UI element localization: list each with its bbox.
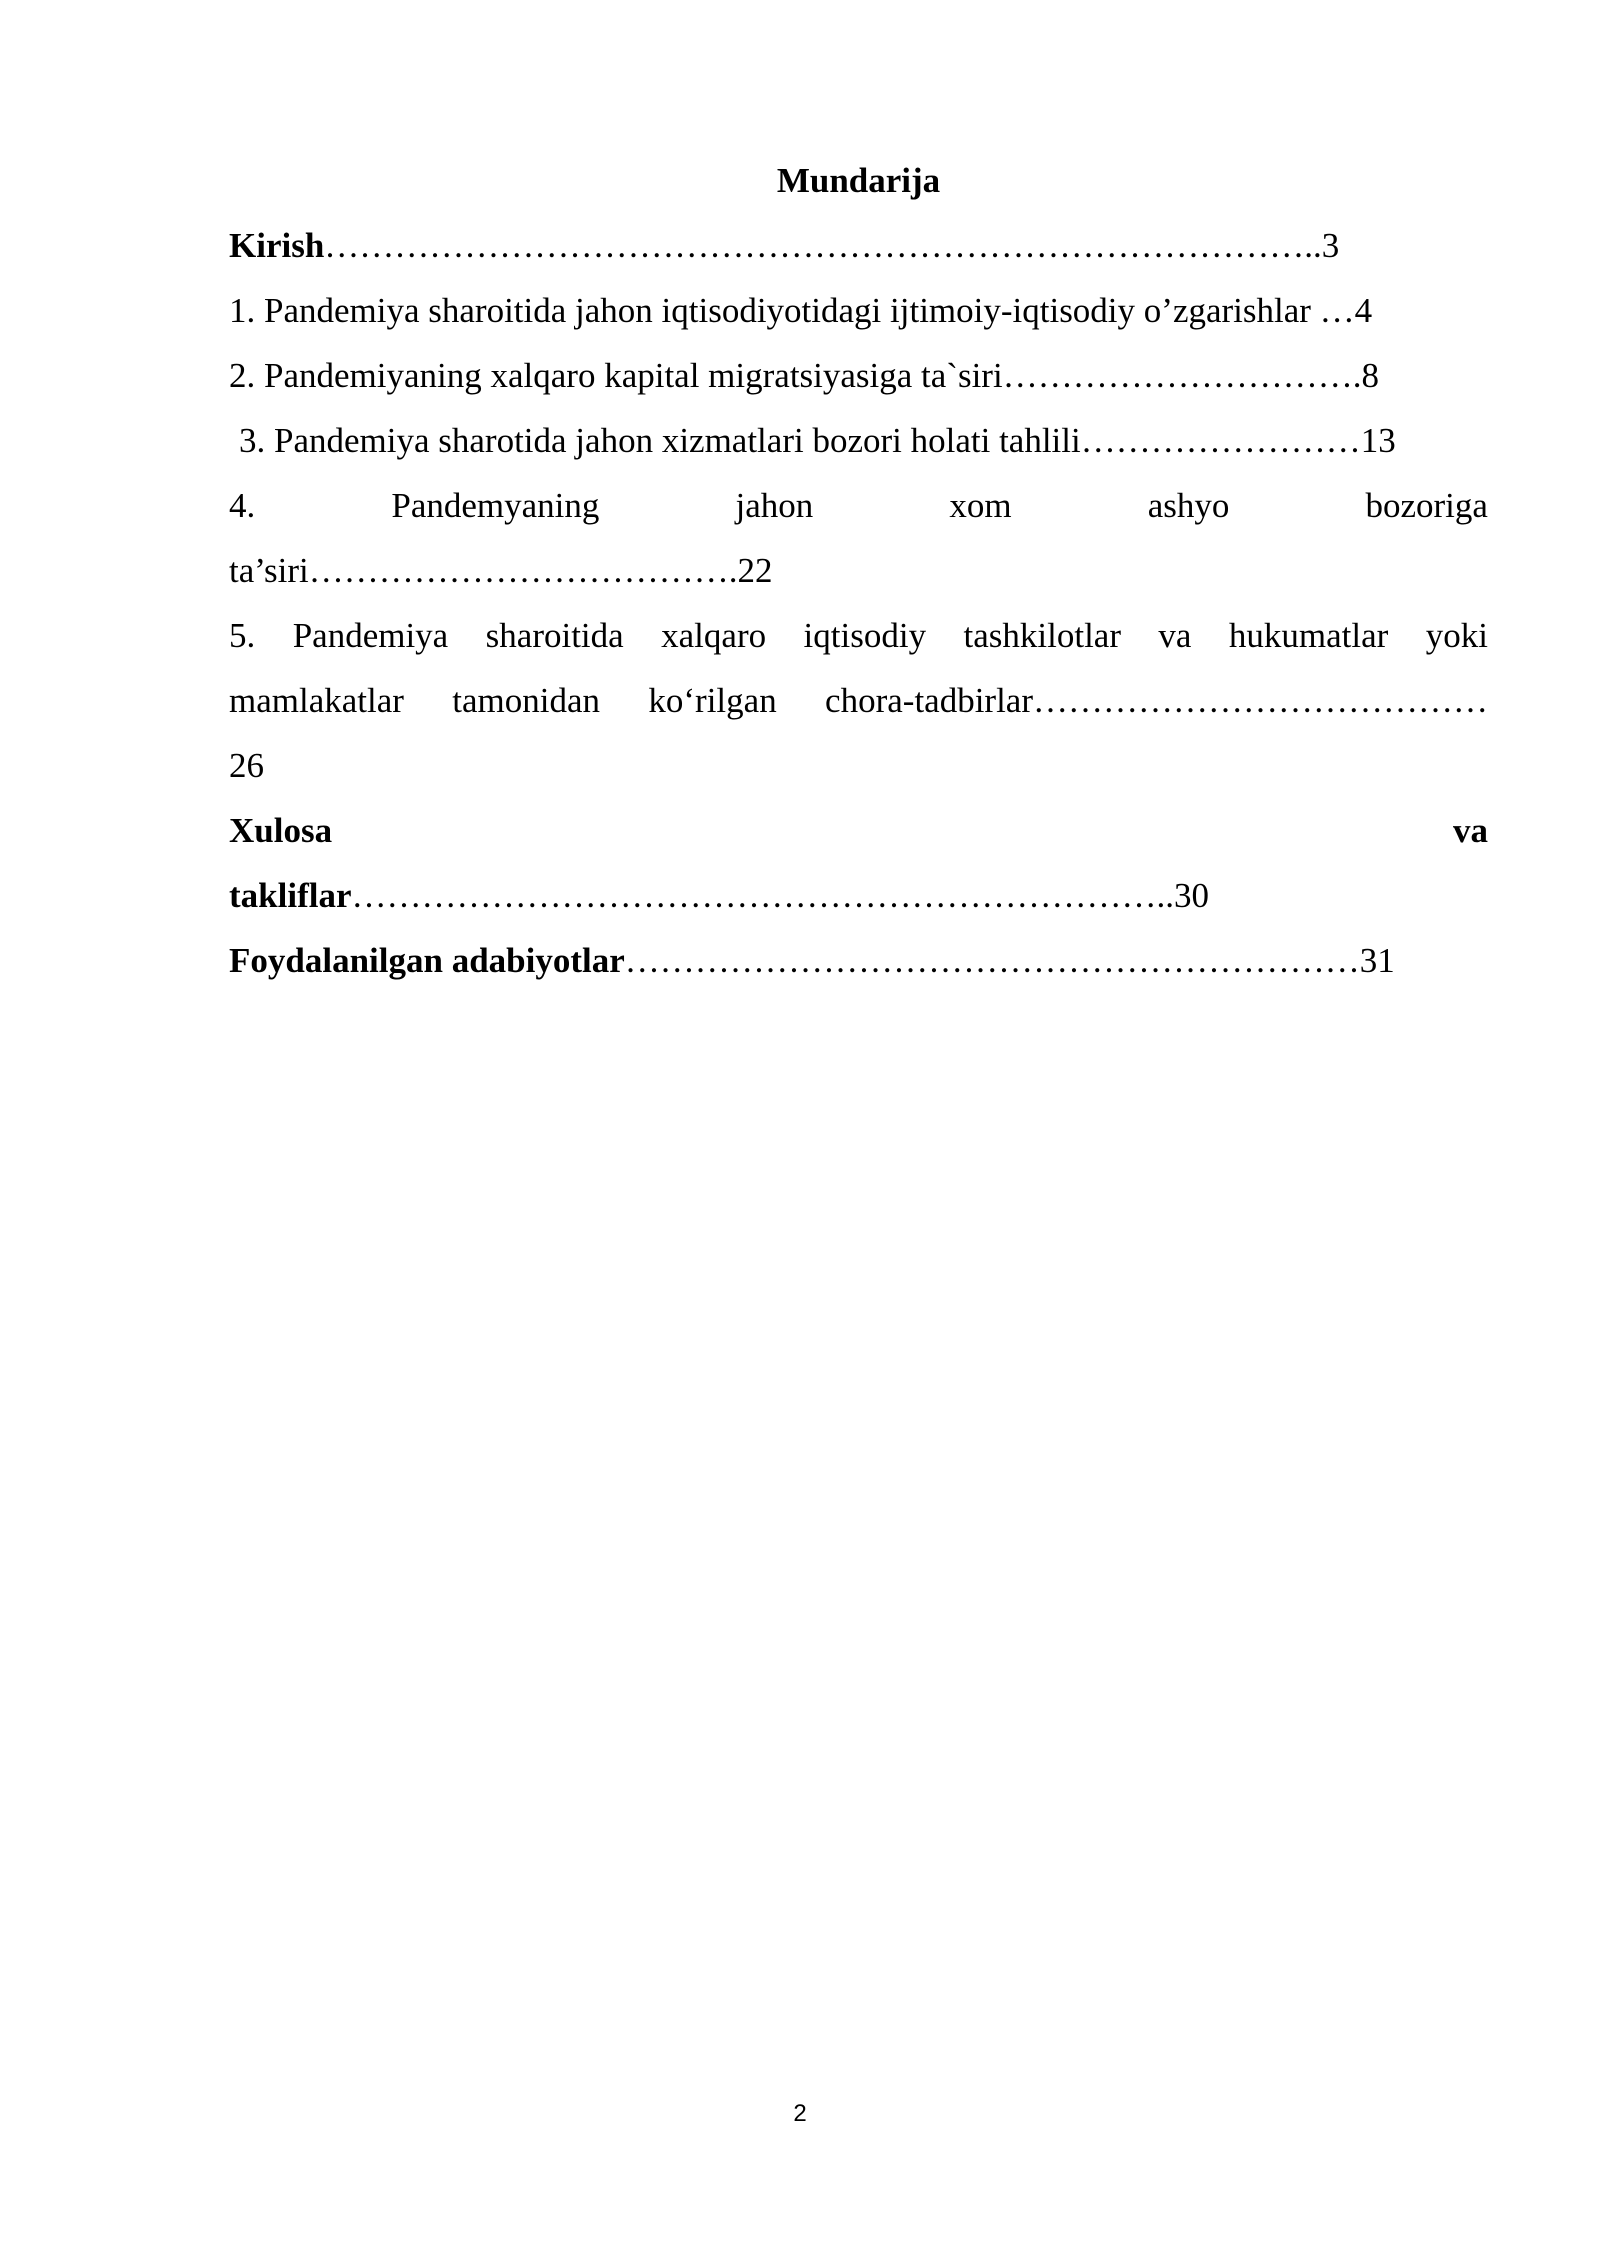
toc-entry-4-line-2: ta’siri……………………………….22 — [229, 551, 773, 590]
toc-entry-xulosa-word: va — [1453, 811, 1488, 850]
toc-entry-3: 3. Pandemiya sharotida jahon xizmatlari bozori holati tahlili……………………13 — [239, 421, 1396, 460]
toc-entry-5-line-3: 26 — [229, 746, 264, 785]
toc-entry-xulosa-word: Xulosa — [229, 811, 333, 850]
toc-entry-4-word: xom — [949, 486, 1012, 525]
toc-entry-adabiyotlar-leader: ………………………………………………………31 — [624, 941, 1395, 980]
toc-entry-5-line-1: 5. Pandemiya sharoitida xalqaro iqtisodiy tashkilotlar va hukumatlar yoki — [229, 616, 1488, 655]
table-of-contents — [229, 148, 1488, 993]
toc-entry-4-word: jahon — [735, 486, 814, 525]
toc-entry-4-word: bozoriga — [1365, 486, 1488, 525]
toc-entry-adabiyotlar — [229, 928, 1488, 993]
toc-entry-4-word: 4. — [229, 486, 256, 525]
toc-entry-4-line-1 — [229, 473, 1488, 538]
toc-entry-xulosa-label: takliflar — [229, 876, 352, 915]
toc-entry-4-word: ashyo — [1147, 486, 1230, 525]
toc-entry-4-word: Pandemyaning — [391, 486, 600, 525]
toc-entry-kirish — [229, 213, 1488, 278]
toc-entry-xulosa-line-2 — [229, 863, 1488, 928]
toc-title: Mundarija — [776, 161, 941, 200]
toc-entry-xulosa-line-1 — [229, 798, 1488, 863]
toc-entry-adabiyotlar-label: Foydalanilgan adabiyotlar — [229, 941, 625, 980]
toc-entry-xulosa-leader: ……………………………………………………………..30 — [351, 876, 1209, 915]
toc-entry-kirish-leader: …………………………………………………………………………..3 — [324, 226, 1340, 265]
toc-entry-1: 1. Pandemiya sharoitida jahon iqtisodiyotidagi ijtimoiy-iqtisodiy o’zgarishlar …4 — [229, 291, 1373, 330]
toc-entry-5-line-2: mamlakatlar tamonidan ko‘rilgan chora-tadbirlar………………………………… — [229, 681, 1488, 720]
page-number: 2 — [793, 2100, 807, 2127]
toc-entry-2: 2. Pandemiyaning xalqaro kapital migratsiyasiga ta`siri………………………….8 — [229, 356, 1379, 395]
toc-entry-kirish-label: Kirish — [229, 226, 325, 265]
